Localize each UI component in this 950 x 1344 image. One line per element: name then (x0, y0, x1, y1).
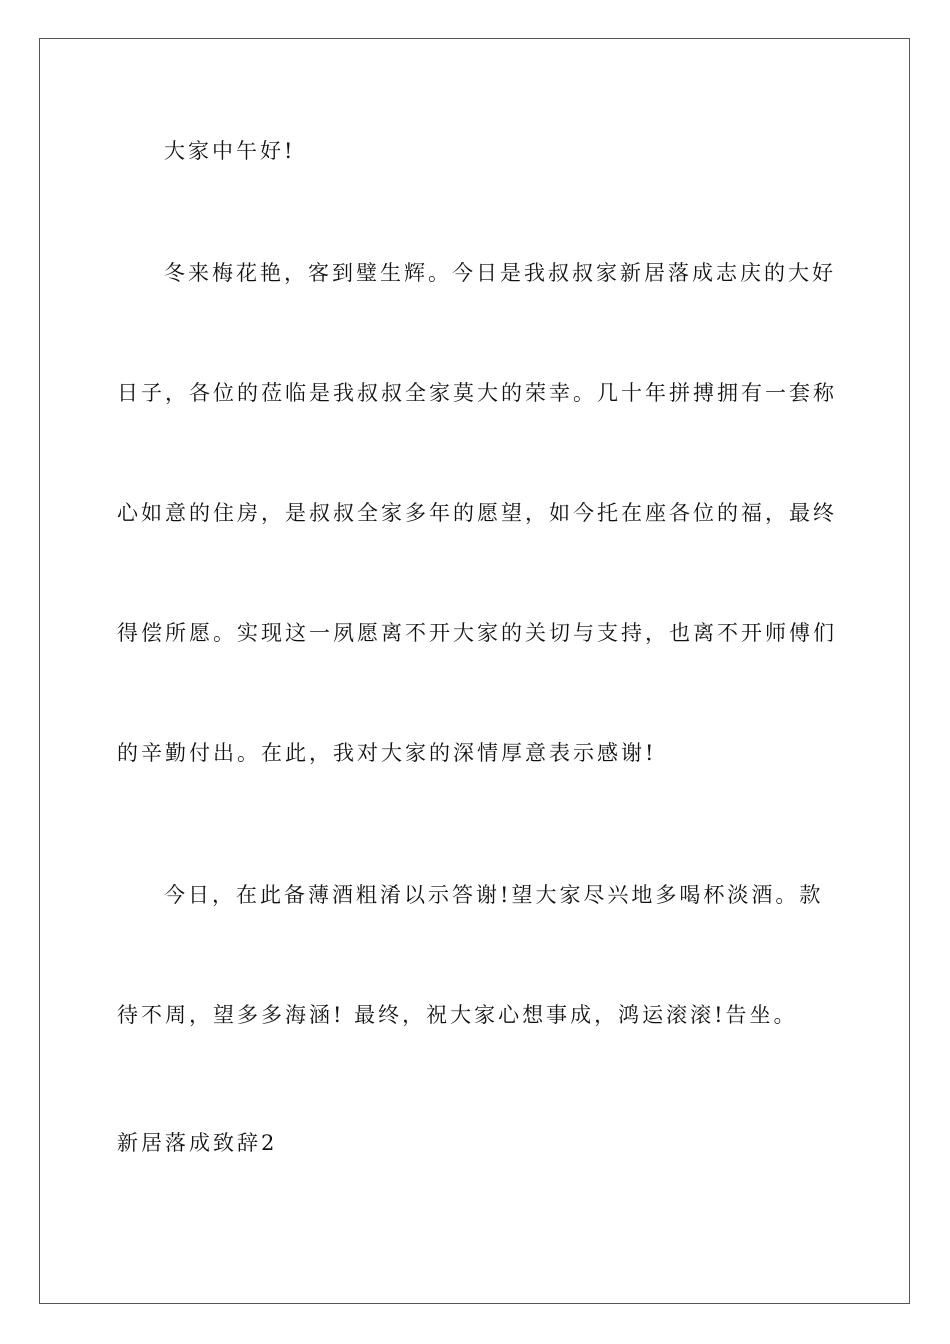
paragraph-1-line-4: 得偿所愿。实现这一夙愿离不开大家的关切与支持，也离不开师傅们 (117, 621, 837, 645)
section-heading: 新居落成致辞2 (117, 1131, 278, 1155)
paragraph-1-line-3: 心如意的住房，是叔叔全家多年的愿望，如今托在座各位的福，最终 (117, 501, 837, 525)
paragraph-2-line-2: 待不周，望多多海涵! 最终，祝大家心想事成，鸿运滚滚!告坐。 (117, 1003, 798, 1027)
greeting-line: 大家中午好! (164, 139, 296, 163)
paragraph-2-line-1: 今日，在此备薄酒粗淆以示答谢!望大家尽兴地多喝杯淡酒。款 (164, 883, 824, 907)
page-border (39, 38, 910, 1304)
paragraph-1-line-2: 日子，各位的莅临是我叔叔全家莫大的荣幸。几十年拼搏拥有一套称 (117, 381, 837, 405)
paragraph-1-line-5: 的辛勤付出。在此，我对大家的深情厚意表示感谢! (117, 741, 657, 765)
paragraph-1-line-1: 冬来梅花艳，客到璧生辉。今日是我叔叔家新居落成志庆的大好 (164, 261, 836, 285)
